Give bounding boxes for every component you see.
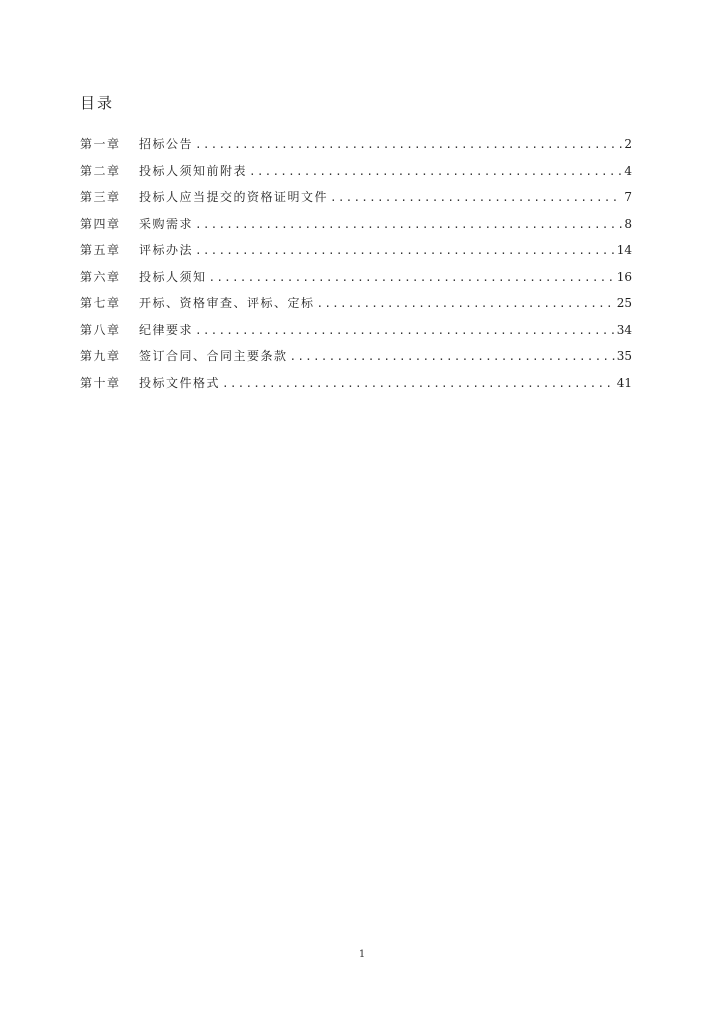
toc-dot-leader xyxy=(195,138,622,151)
toc-chapter-number: 第四章 xyxy=(80,216,121,231)
footer-page-number: 1 xyxy=(358,949,366,960)
toc-dot-leader xyxy=(195,244,615,257)
toc-page-number: 35 xyxy=(616,349,632,363)
toc-entry[interactable] xyxy=(80,374,632,401)
toc-chapter-title: 采购需求 xyxy=(139,216,194,231)
toc-page-number: 14 xyxy=(616,243,632,257)
toc-page-number: 25 xyxy=(616,296,632,310)
toc-page-number: 34 xyxy=(616,322,632,337)
toc-page-number: 16 xyxy=(616,269,632,284)
toc-chapter-number: 第九章 xyxy=(80,349,121,363)
toc-page-number: 41 xyxy=(616,375,632,390)
toc-entry[interactable] xyxy=(80,321,632,348)
toc-chapter-number: 第十章 xyxy=(80,375,121,390)
toc-page-number: 8 xyxy=(624,216,632,231)
toc-chapter-number: 第二章 xyxy=(80,163,121,178)
toc-dot-leader xyxy=(222,377,615,390)
toc-chapter-title: 开标、资格审查、评标、定标 xyxy=(139,296,315,310)
toc-dot-leader xyxy=(290,350,615,363)
toc-chapter-title: 纪律要求 xyxy=(139,322,194,337)
toc-page-number: 7 xyxy=(624,190,632,204)
toc-list xyxy=(80,135,632,400)
toc-chapter-number: 第五章 xyxy=(80,243,121,257)
toc-entry[interactable] xyxy=(80,241,632,268)
toc-entry[interactable] xyxy=(80,215,632,242)
toc-chapter-title: 投标人须知前附表 xyxy=(139,163,248,178)
toc-chapter-title: 投标人须知 xyxy=(139,269,207,284)
toc-chapter-title: 评标办法 xyxy=(139,243,194,257)
toc-title: 目录 xyxy=(80,94,115,112)
toc-entry[interactable] xyxy=(80,188,632,215)
toc-entry[interactable] xyxy=(80,294,632,321)
toc-page-number: 2 xyxy=(624,137,632,151)
toc-dot-leader xyxy=(209,271,615,284)
toc-chapter-title: 投标文件格式 xyxy=(139,375,221,390)
toc-dot-leader xyxy=(330,191,622,204)
toc-chapter-number: 第六章 xyxy=(80,269,121,284)
toc-entry[interactable] xyxy=(80,347,632,374)
toc-chapter-title: 招标公告 xyxy=(139,137,194,151)
toc-chapter-title: 投标人应当提交的资格证明文件 xyxy=(139,190,329,204)
toc-dot-leader xyxy=(195,218,622,231)
toc-chapter-number: 第一章 xyxy=(80,137,121,151)
toc-entry[interactable] xyxy=(80,135,632,162)
toc-chapter-number: 第三章 xyxy=(80,190,121,204)
toc-chapter-number: 第七章 xyxy=(80,296,121,310)
toc-dot-leader xyxy=(249,165,622,178)
toc-chapter-title: 签订合同、合同主要条款 xyxy=(139,349,288,363)
toc-chapter-number: 第八章 xyxy=(80,322,121,337)
toc-entry[interactable] xyxy=(80,268,632,295)
toc-entry[interactable] xyxy=(80,162,632,189)
toc-dot-leader xyxy=(195,324,615,337)
toc-page-number: 4 xyxy=(624,163,632,178)
toc-dot-leader xyxy=(317,297,615,310)
